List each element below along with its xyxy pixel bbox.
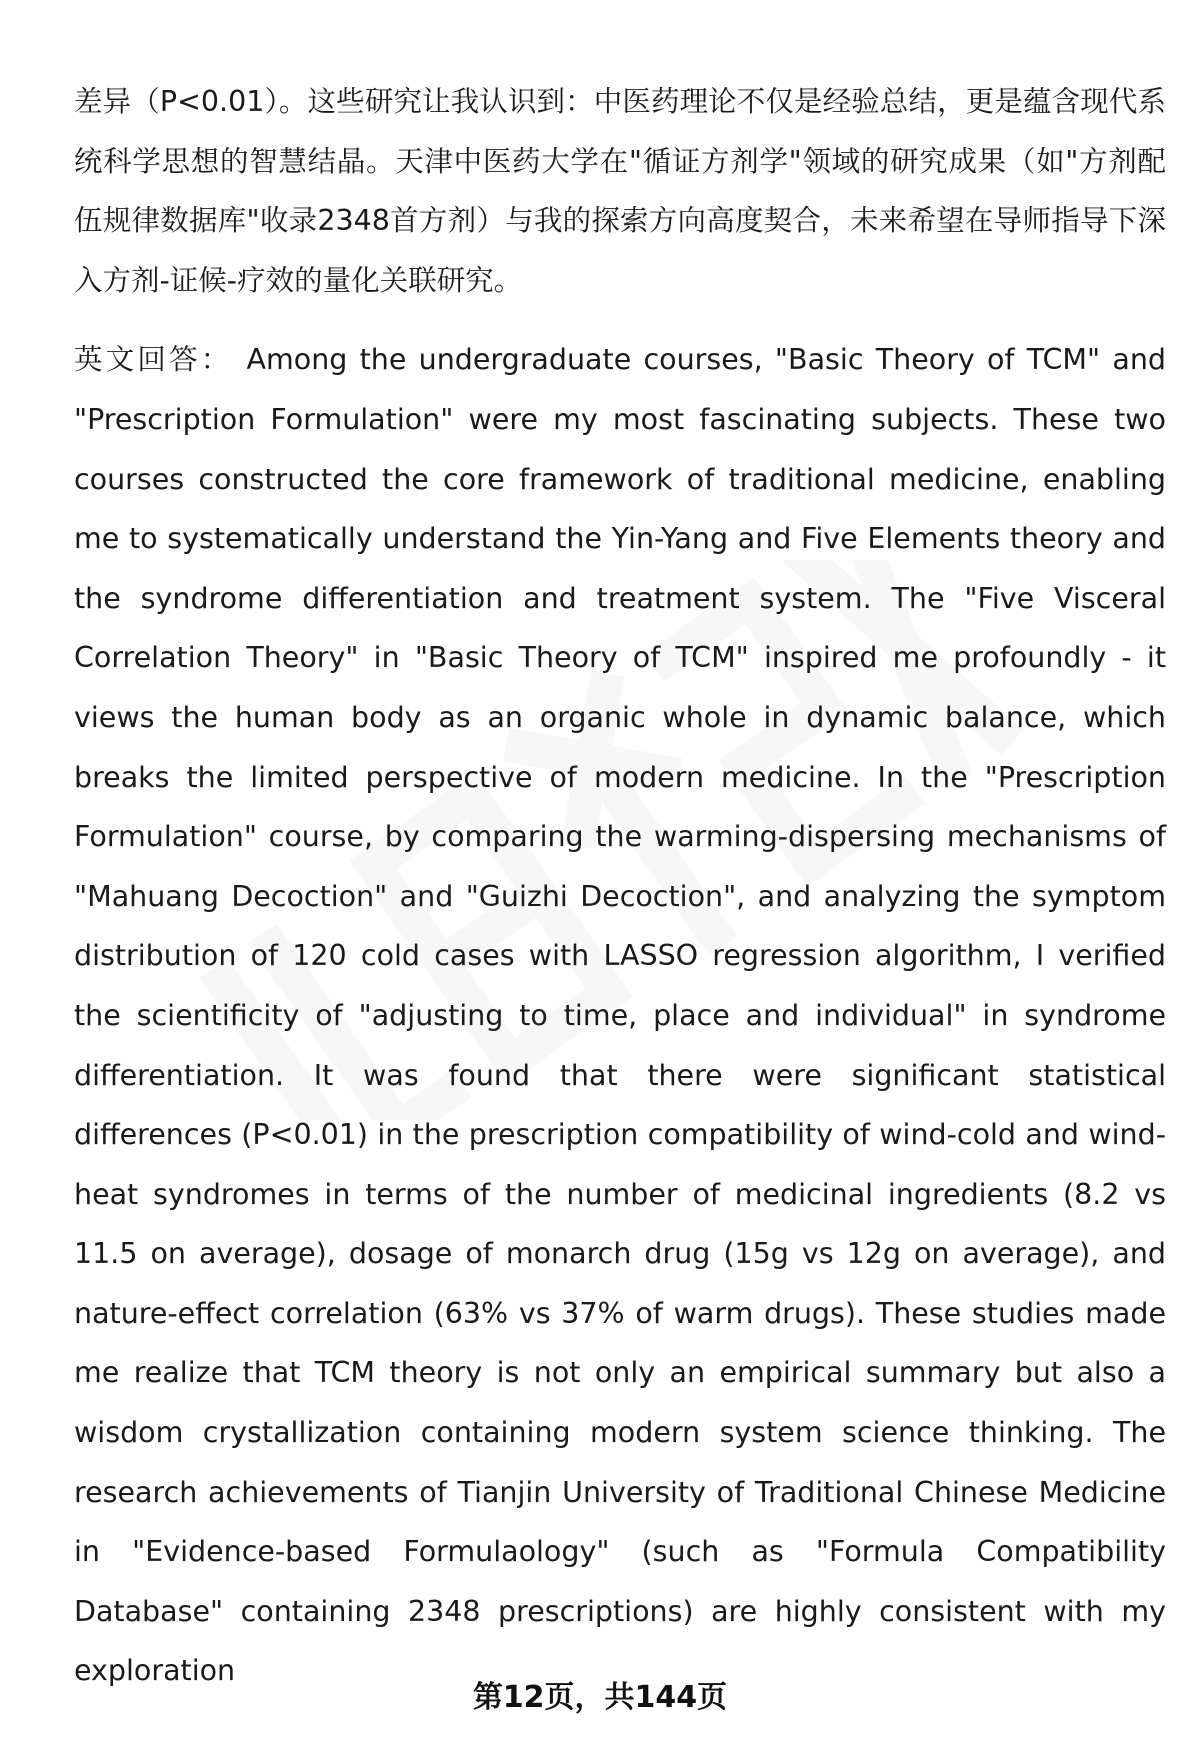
english-answer-text: Among the undergraduate courses, "Basic Theory of TCM" and "Prescription Formulation" were my most fascinating subjects. These two courses constructed the core framework of traditional medicine, enabling me to systematically understand the Yin-Yang and Five Elements theory and the syndrome differentiation and treatment system. The "Five Visceral Correlation Theory" in "Basic Theory of TCM" inspired me profoundly - it views the human body as an organic whole in dynamic balance, which breaks the limited perspective of modern medicine. In the "Prescription Formulation" course, by comparing the warming-dispersing mechanisms of "Mahuang Decoction" and "Guizhi Decoction", and analyzing the symptom distribution of 120 cold cases with LASSO regression algorithm, I verified the scientificity of "adjusting to time, place and individual" in syndrome differentiation. It was found that there were significant statistical differences (P<0.01) in the prescription compatibility of wind-cold and wind-heat syndromes in terms of the number of medicinal ingredients (8.2 vs 11.5 on average), dosage of monarch drug (15g vs 12g on average), and nature-effect correlation (63% vs 37% of warm drugs). These studies made me realize that TCM theory is not only an empirical summary but also a wisdom crystallization containing modern system science thinking. The research achievements of Tianjin University of Traditional Chinese Medicine in "Evidence-based Formulaology" (such as "Formula Compatibility Database" containing 2348 prescriptions) are highly consistent with my exploration [74, 343, 1166, 1688]
english-answer-label: 英文回答： [74, 343, 233, 377]
page-number: 第12页，共144页 [472, 1680, 728, 1715]
chinese-paragraph: 差异（P<0.01）。这些研究让我认识到：中医药理论不仅是经验总结，更是蕴含现代系统科学思想的智慧结晶。天津中医药大学在"循证方剂学"领域的研究成果（如"方剂配伍规律数据库"收录2348首方剂）与我的探索方向高度契合，未来希望在导师指导下深入方剂-证候-疗效的量化关联研究。 [74, 85, 1166, 297]
document-body [74, 72, 1166, 1701]
english-answer-paragraph [74, 330, 1166, 1701]
